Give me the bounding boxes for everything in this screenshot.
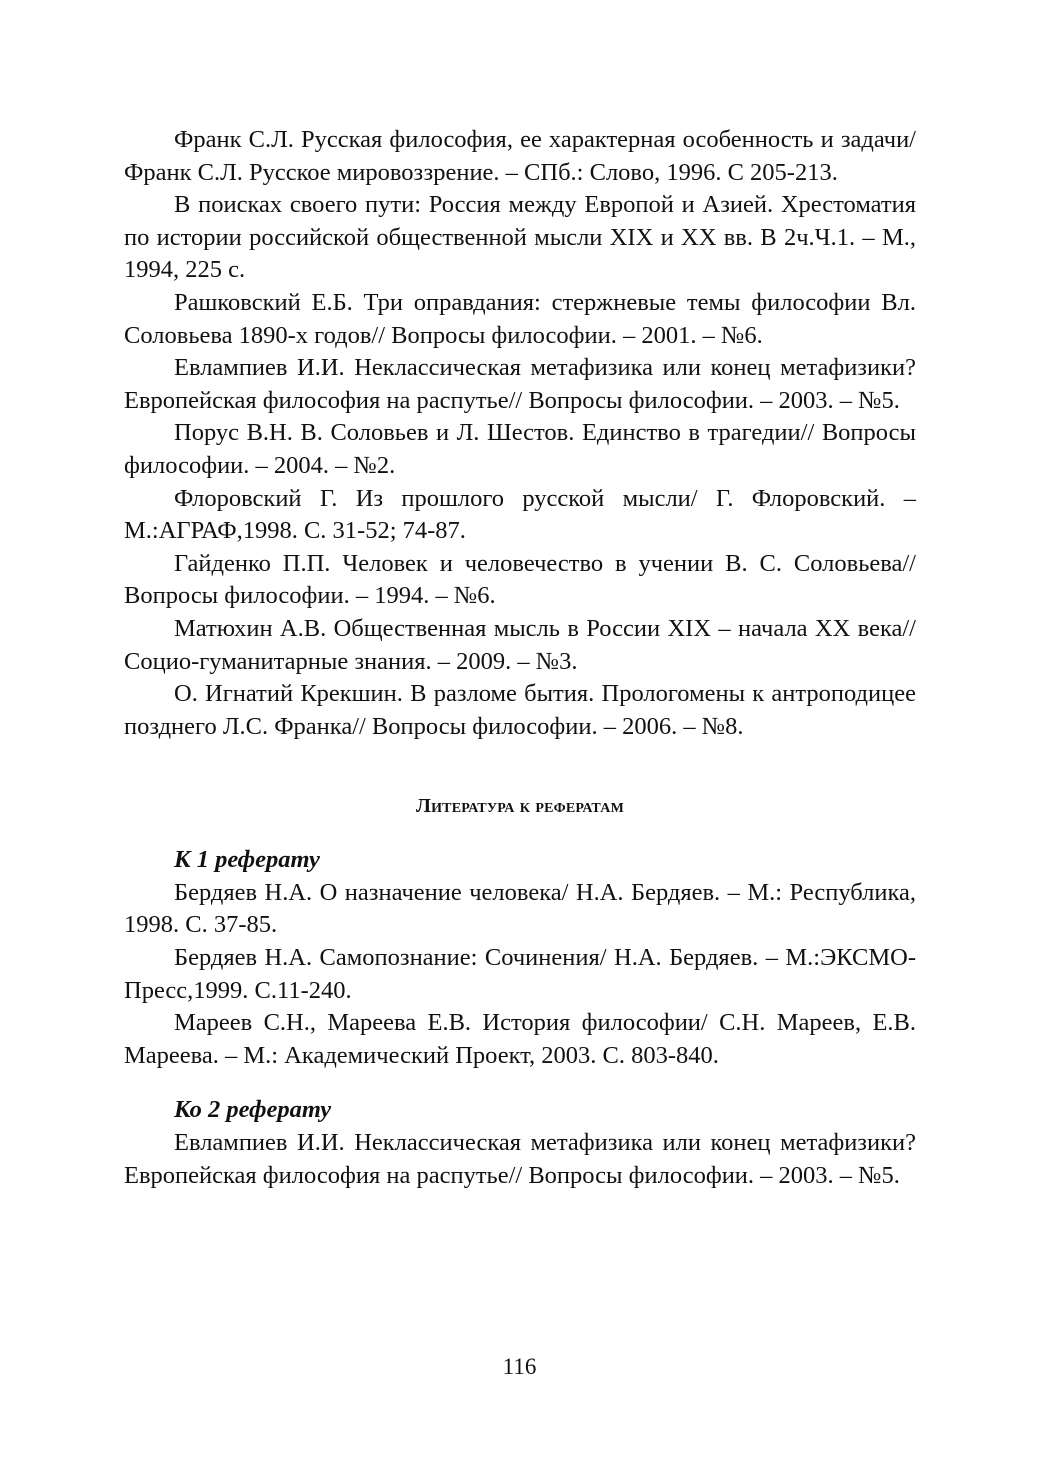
bibliography-entry: Рашковский Е.Б. Три оправдания: стержневые темы философии Вл. Соловьева 1890-х годов// Вопросы философии. – 2001. – №6. bbox=[124, 288, 916, 349]
page-content bbox=[124, 124, 916, 1192]
subsection-heading: Ко 2 реферату bbox=[174, 1096, 332, 1124]
bibliography-entry: Бердяев Н.А. Самопознание: Сочинения/ Н.А. Бердяев. – М.:ЭКСМО-Пресс,1999. С.11-240. bbox=[124, 944, 916, 1004]
bibliography-entry: Бердяев Н.А. О назначение человека/ Н.А. Бердяев. – М.: Республика, 1998. С. 37-85. bbox=[124, 878, 916, 939]
page-number: 116 bbox=[502, 1354, 537, 1379]
bibliography-entry: Евлампиев И.И. Неклассическая метафизика или конец метафизики? Европейская философия на распутье// Вопросы философии. – 2003. – №5. bbox=[124, 1129, 916, 1189]
bibliography-entry: Порус В.Н. В. Соловьев и Л. Шестов. Единство в трагедии// Вопросы философии. – 2004. – №2. bbox=[124, 419, 916, 479]
bibliography-entry: О. Игнатий Крекшин. В разломе бытия. Прологомены к антроподицее позднего Л.С. Франка// Вопросы философии. – 2006. – №8. bbox=[124, 680, 916, 740]
bibliography-entry: Флоровский Г. Из прошлого русской мысли/ Г. Флоровский. – М.:АГРАФ,1998. С. 31-52; 74-87. bbox=[124, 484, 916, 545]
bibliography-entry: В поисках своего пути: Россия между Европой и Азией. Хрестоматия по истории российской общественной мысли XIX и XX вв. В 2ч.Ч.1. – М., 1994, 225 с. bbox=[124, 191, 916, 284]
bibliography-entry: Франк С.Л. Русская философия, ее характерная особенность и задачи/ Франк С.Л. Русское мировоззрение. – СПб.: Слово, 1996. С 205-213. bbox=[124, 126, 916, 186]
bibliography-entry: Матюхин А.В. Общественная мысль в России XIX – начала XX века// Социо-гуманитарные знания. – 2009. – №3. bbox=[124, 614, 916, 675]
bibliography-entry: Евлампиев И.И. Неклассическая метафизика или конец метафизики? Европейская философия на распутье// Вопросы философии. – 2003. – №5. bbox=[124, 354, 916, 414]
subsection-heading: К 1 реферату bbox=[174, 846, 320, 874]
bibliography-entry: Мареев С.Н., Мареева Е.В. История философии/ С.Н. Мареев, Е.В. Мареева. – М.: Академический Проект, 2003. С. 803-840. bbox=[124, 1009, 916, 1069]
bibliography-entry: Гайденко П.П. Человек и человечество в учении В. С. Соловьева// Вопросы философии. – 1994. – №6. bbox=[124, 549, 916, 610]
section-title: Литература к рефератам bbox=[415, 795, 624, 818]
